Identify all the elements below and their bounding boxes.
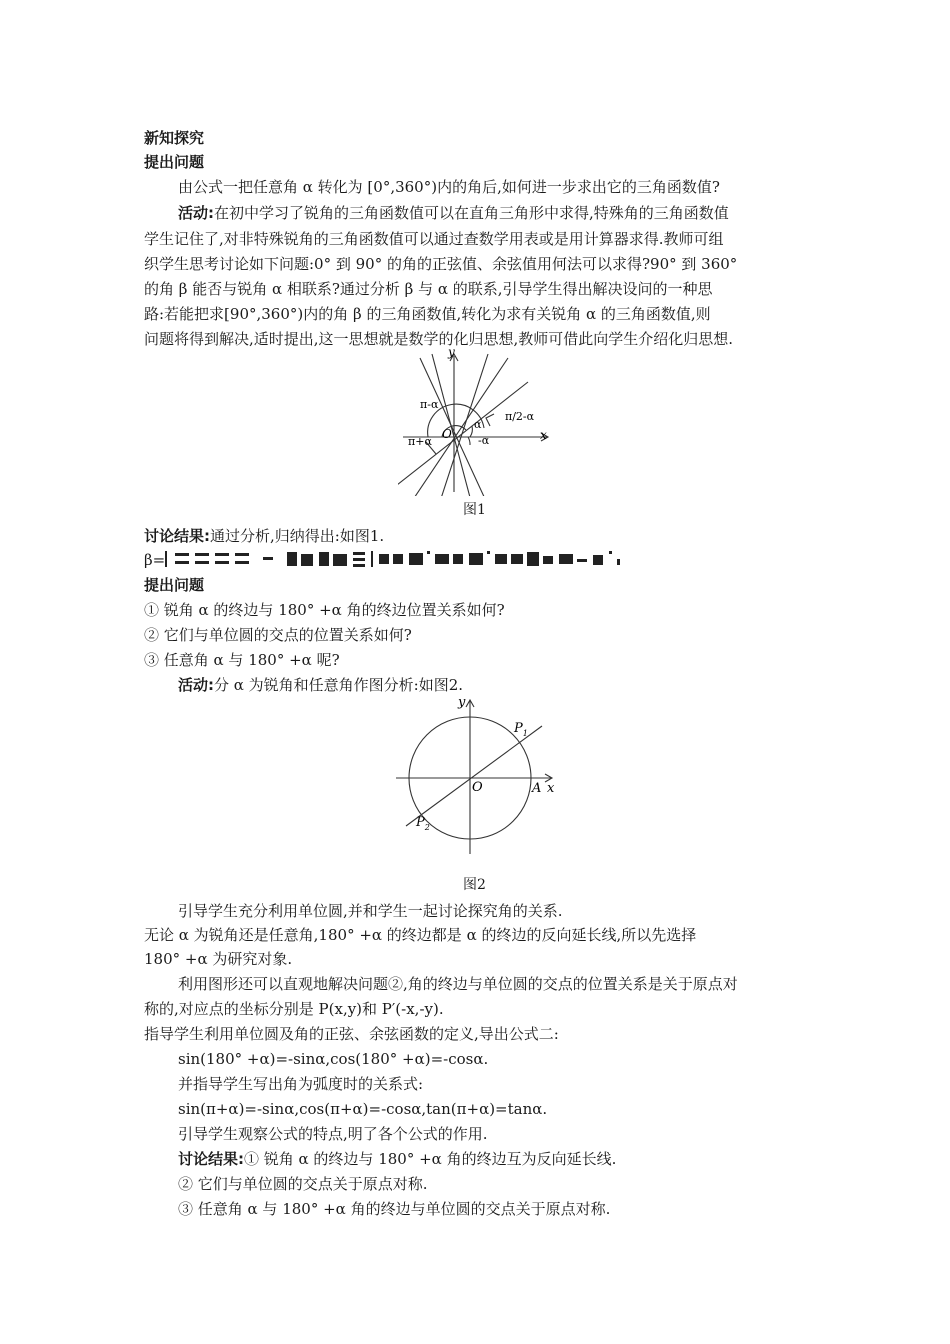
question-heading-1: 提出问题	[144, 153, 205, 171]
question-text-1: 由公式一把任意角 α 转化为 [0°,360°)内的角后,如何进一步求出它的三角函数值?	[178, 178, 720, 196]
fig2-x-label: x	[547, 781, 555, 796]
activity-text: 分 α 为锐角和任意角作图分析:如图2.	[214, 676, 464, 694]
question-item-3: ③ 任意角 α 与 180° +α 呢?	[144, 651, 340, 669]
fig1-neg-alpha-label: -α	[478, 434, 490, 447]
question-item-1: ① 锐角 α 的终边与 180° +α 角的终边位置关系如何?	[144, 601, 505, 619]
question-item-2: ② 它们与单位圆的交点的位置关系如何?	[144, 626, 412, 644]
figure-1-angle-diagram	[398, 346, 558, 496]
fig2-P1-sub: 1	[522, 729, 528, 738]
fig1-x-label: x	[540, 428, 547, 442]
garbled-formula-image	[165, 549, 635, 569]
activity-label: 活动:	[178, 204, 214, 222]
paragraph-line: 的角 β 能否与锐角 α 相联系?通过分析 β 与 α 的联系,引导学生得出解决设问的一种思	[144, 280, 713, 298]
paragraph-line: 问题将得到解决,适时提出,这一思想就是数学的化归思想,教师可借此向学生介绍化归思想.	[144, 330, 734, 348]
paragraph-line: 织学生思考讨论如下问题:0° 到 90° 的角的正弦值、余弦值用何法可以求得?90° 到 360°	[144, 255, 738, 273]
formula-line: sin(180° +α)=-sinα,cos(180° +α)=-cosα.	[178, 1050, 489, 1068]
discussion-text: 通过分析,归纳得出:如图1.	[210, 527, 385, 545]
fig1-pi-minus-alpha-label: π-α	[420, 398, 439, 411]
activity-label: 活动:	[178, 676, 214, 694]
discussion-result-1	[144, 524, 384, 548]
fig2-P2-sub: 2	[424, 823, 430, 832]
paragraph-line: 引导学生充分利用单位圆,并和学生一起讨论探究角的关系.	[178, 902, 563, 920]
section-title: 新知探究	[144, 129, 205, 147]
discussion-item: ② 它们与单位圆的交点关于原点对称.	[178, 1175, 428, 1193]
fig1-half-pi-minus-alpha-label: π/2-α	[505, 410, 535, 423]
paragraph-line: 路:若能把求[90°,360°)内的角 β 的三角函数值,转化为求有关锐角 α 的三角函数值,则	[144, 305, 711, 323]
discussion-result-2	[178, 1147, 616, 1171]
paragraph-line: 利用图形还可以直观地解决问题②,角的终边与单位圆的交点的位置关系是关于原点对	[178, 975, 738, 993]
paragraph-line: 指导学生利用单位圆及角的正弦、余弦函数的定义,导出公式二:	[144, 1025, 559, 1043]
paragraph-line: 引导学生观察公式的特点,明了各个公式的作用.	[178, 1125, 488, 1143]
figure-2-unit-circle	[392, 694, 562, 856]
activity-text: 在初中学习了锐角的三角函数值可以在直角三角形中求得,特殊角的三角函数值	[214, 204, 729, 222]
beta-formula-label: β=	[144, 551, 166, 569]
figure-1-caption: 图1	[463, 502, 486, 518]
discussion-label: 讨论结果:	[144, 527, 210, 545]
fig2-P1-label	[513, 721, 528, 738]
discussion-item: ③ 任意角 α 与 180° +α 角的终边与单位圆的交点关于原点对称.	[178, 1200, 611, 1218]
question-heading-2: 提出问题	[144, 576, 205, 594]
paragraph-line: 称的,对应点的坐标分别是 P(x,y)和 P′(-x,-y).	[144, 1000, 444, 1018]
fig2-P1-letter: P	[514, 721, 523, 736]
discussion-item: ① 锐角 α 的终边与 180° +α 角的终边互为反向延长线.	[244, 1150, 617, 1168]
paragraph-line: 180° +α 为研究对象.	[144, 950, 293, 968]
fig2-P2-label	[415, 815, 430, 832]
formula-line: sin(π+α)=-sinα,cos(π+α)=-cosα,tan(π+α)=tanα.	[178, 1100, 548, 1118]
fig1-alpha-label: α	[474, 418, 482, 431]
fig1-origin-label: O	[442, 427, 452, 441]
fig1-y-label: y	[448, 346, 455, 359]
discussion-label: 讨论结果:	[178, 1150, 244, 1168]
fig2-origin-label: O	[472, 780, 483, 795]
paragraph-line: 学生记住了,对非特殊锐角的三角函数值可以通过查数学用表或是用计算器求得.教师可组	[144, 230, 724, 248]
fig1-pi-plus-alpha-label: π+α	[408, 435, 432, 448]
fig2-y-label: y	[458, 695, 466, 710]
fig2-A-label: A	[532, 781, 542, 796]
fig2-P2-letter: P	[416, 815, 425, 830]
paragraph-line: 并指导学生写出角为弧度时的关系式:	[178, 1075, 424, 1093]
paragraph-line: 无论 α 为锐角还是任意角,180° +α 的终边都是 α 的终边的反向延长线,所以先选择	[144, 926, 697, 944]
figure-2-caption: 图2	[463, 877, 486, 893]
activity-1-first-line	[178, 201, 729, 225]
